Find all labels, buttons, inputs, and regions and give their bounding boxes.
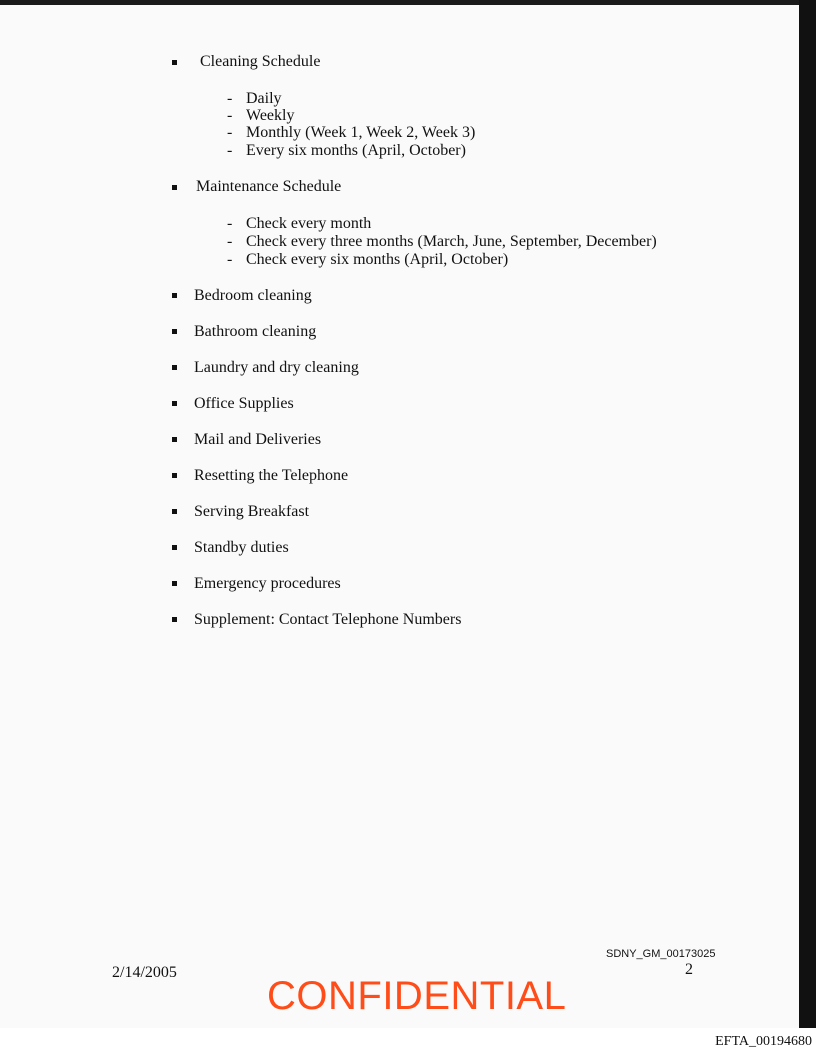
outline-item-maintenance-schedule: Maintenance Schedule <box>196 178 342 195</box>
dash-icon: - <box>227 124 233 141</box>
outline-item-bathroom-cleaning: Bathroom cleaning <box>194 323 317 340</box>
outline-item-office-supplies: Office Supplies <box>194 395 294 412</box>
bullet-icon <box>172 545 177 550</box>
confidential-stamp: CONFIDENTIAL <box>267 974 567 1018</box>
subitem-check-month: Check every month <box>246 215 372 232</box>
bullet-icon <box>172 185 177 190</box>
outline-item-breakfast: Serving Breakfast <box>194 503 310 520</box>
bullet-icon <box>172 329 177 334</box>
scan-right-edge <box>799 0 816 1028</box>
efta-number: EFTA_00194680 <box>715 1034 812 1049</box>
dash-icon: - <box>227 142 233 159</box>
bullet-icon <box>172 473 177 478</box>
outline-item-telephone: Resetting the Telephone <box>194 467 349 484</box>
subitem-daily: Daily <box>246 90 282 107</box>
footer-date: 2/14/2005 <box>112 964 177 981</box>
dash-icon: - <box>227 251 233 268</box>
outline-item-bedroom-cleaning: Bedroom cleaning <box>194 287 312 304</box>
subitem-monthly: Monthly (Week 1, Week 2, Week 3) <box>246 124 476 141</box>
bullet-icon <box>172 60 177 65</box>
outline-item-mail: Mail and Deliveries <box>194 431 322 448</box>
dash-icon: - <box>227 90 233 107</box>
outline-item-emergency: Emergency procedures <box>194 575 341 592</box>
bullet-icon <box>172 617 177 622</box>
bullet-icon <box>172 365 177 370</box>
subitem-weekly: Weekly <box>246 107 295 124</box>
dash-icon: - <box>227 107 233 124</box>
outline-item-supplement: Supplement: Contact Telephone Numbers <box>194 611 462 628</box>
subitem-check-six-months: Check every six months (April, October) <box>246 251 509 268</box>
bullet-icon <box>172 401 177 406</box>
outline-item-standby: Standby duties <box>194 539 289 556</box>
dash-icon: - <box>227 233 233 250</box>
dash-icon: - <box>227 215 233 232</box>
subitem-check-three-months: Check every three months (March, June, September, December) <box>246 233 657 250</box>
bullet-icon <box>172 581 177 586</box>
bates-number: SDNY_GM_00173025 <box>606 948 716 960</box>
outline-item-cleaning-schedule: Cleaning Schedule <box>200 53 321 70</box>
outline-item-laundry: Laundry and dry cleaning <box>194 359 359 376</box>
page-number: 2 <box>685 961 693 978</box>
subitem-six-months: Every six months (April, October) <box>246 142 466 159</box>
bullet-icon <box>172 293 177 298</box>
bullet-icon <box>172 437 177 442</box>
scan-top-edge <box>0 0 799 5</box>
bullet-icon <box>172 509 177 514</box>
bottom-margin <box>0 1028 816 1056</box>
